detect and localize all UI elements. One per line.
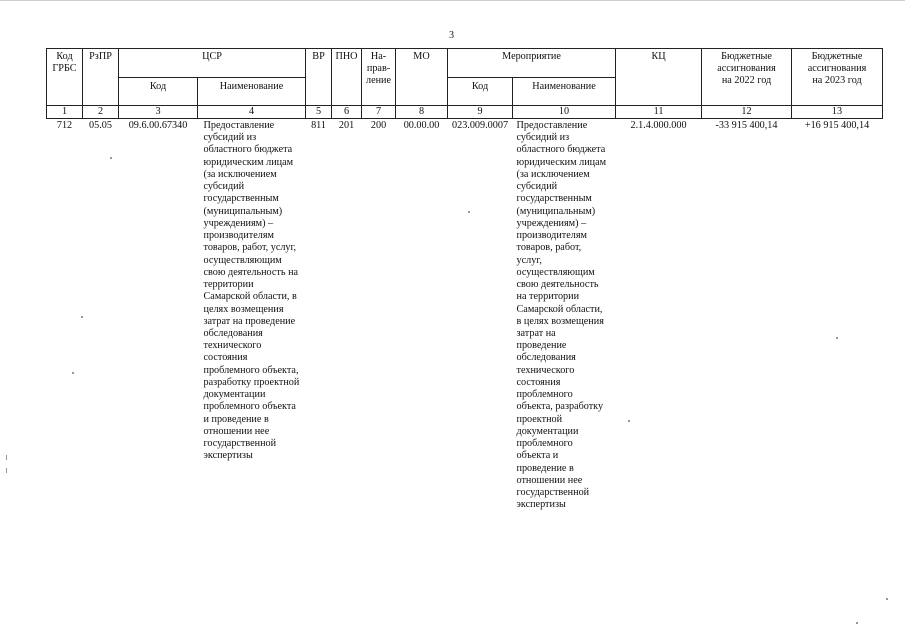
- column-number-row: [47, 106, 883, 119]
- table-row: [47, 119, 883, 512]
- scan-edge-mark: [6, 455, 7, 460]
- header-ba-2023: Бюджетные ассигнования на 2023 год: [792, 49, 883, 106]
- cell-mo: 00.00.00: [403, 120, 440, 131]
- header-row-top: [47, 49, 883, 78]
- cell-kod-grbs: 712: [56, 120, 73, 131]
- header-kod-grbs: Код ГРБС: [47, 49, 83, 106]
- budget-table: [46, 48, 883, 512]
- scan-speck: [628, 420, 630, 422]
- cell-csr-kod: 09.6.00.67340: [128, 120, 188, 131]
- column-number: 7: [362, 106, 396, 119]
- header-mer-kod: Код: [448, 78, 513, 106]
- scan-speck: [836, 337, 838, 339]
- header-napravlenie: На- прав- ление: [362, 49, 396, 106]
- header-csr: ЦСР: [119, 49, 306, 78]
- scan-edge-mark: [6, 468, 7, 473]
- scan-speck: [856, 622, 858, 624]
- page-number: 3: [449, 30, 454, 41]
- cell-ba-2022: -33 915 400,14: [715, 120, 778, 131]
- header-kc: КЦ: [616, 49, 702, 106]
- cell-kc: 2.1.4.000.000: [630, 120, 687, 131]
- header-ba-2022: Бюджетные ассигнования на 2022 год: [702, 49, 792, 106]
- column-number: 1: [47, 106, 83, 119]
- column-number: 6: [332, 106, 362, 119]
- cell-csr-name: Предоставление субсидий из областного бюджета юридическим лицам (за исключением субсидий государственным (муниципальным) учреждениям) – производителям товаров, работ, услуг, осуществляющим свою деятельность на территории Самарской области, в целях возмещения затрат на проведение обследования технического состояния проблемного объекта, разработку проектной документации проблемного объекта и проведение в отношении нее государственной экспертизы: [203, 120, 300, 462]
- scan-speck: [110, 157, 112, 159]
- column-number: 12: [702, 106, 792, 119]
- cell-rzpr: 05.05: [89, 120, 112, 131]
- column-number: 2: [83, 106, 119, 119]
- cell-pno: 201: [338, 120, 355, 131]
- scan-speck: [886, 598, 888, 600]
- header-rzpr: РзПР: [83, 49, 119, 106]
- column-number: 13: [792, 106, 883, 119]
- header-pno: ПНО: [332, 49, 362, 106]
- scan-speck: [468, 211, 470, 213]
- column-number: 4: [198, 106, 306, 119]
- cell-ba-2023: +16 915 400,14: [804, 120, 870, 131]
- column-number: 8: [396, 106, 448, 119]
- header-csr-kod: Код: [119, 78, 198, 106]
- column-number: 10: [513, 106, 616, 119]
- header-meropriyatie: Мероприятие: [448, 49, 616, 78]
- header-csr-name: Наименование: [198, 78, 306, 106]
- cell-vr: 811: [311, 120, 326, 131]
- header-mo: МО: [396, 49, 448, 106]
- cell-napravlenie: 200: [370, 120, 387, 131]
- cell-mer-name: Предоставление субсидий из областного бюджета юридическим лицам (за исключением субсидий государственным (муниципальным) учреждениям) – производителям товаров, работ, услуг, осуществляющим свою деятельность на территории Самарской области, в целях возмещения затрат на проведение обследования технического состояния проблемного объекта, разработку проектной документации проблемного объекта и проведение в отношении нее государственной экспертизы: [516, 120, 607, 511]
- column-number: 11: [616, 106, 702, 119]
- cell-mer-kod: 023.009.0007: [452, 120, 509, 131]
- header-vr: ВР: [306, 49, 332, 106]
- scan-speck: [81, 316, 83, 318]
- column-number: 9: [448, 106, 513, 119]
- header-mer-name: Наименование: [513, 78, 616, 106]
- column-number: 3: [119, 106, 198, 119]
- column-number: 5: [306, 106, 332, 119]
- page-top-rule: [0, 0, 905, 1]
- scan-speck: [72, 372, 74, 374]
